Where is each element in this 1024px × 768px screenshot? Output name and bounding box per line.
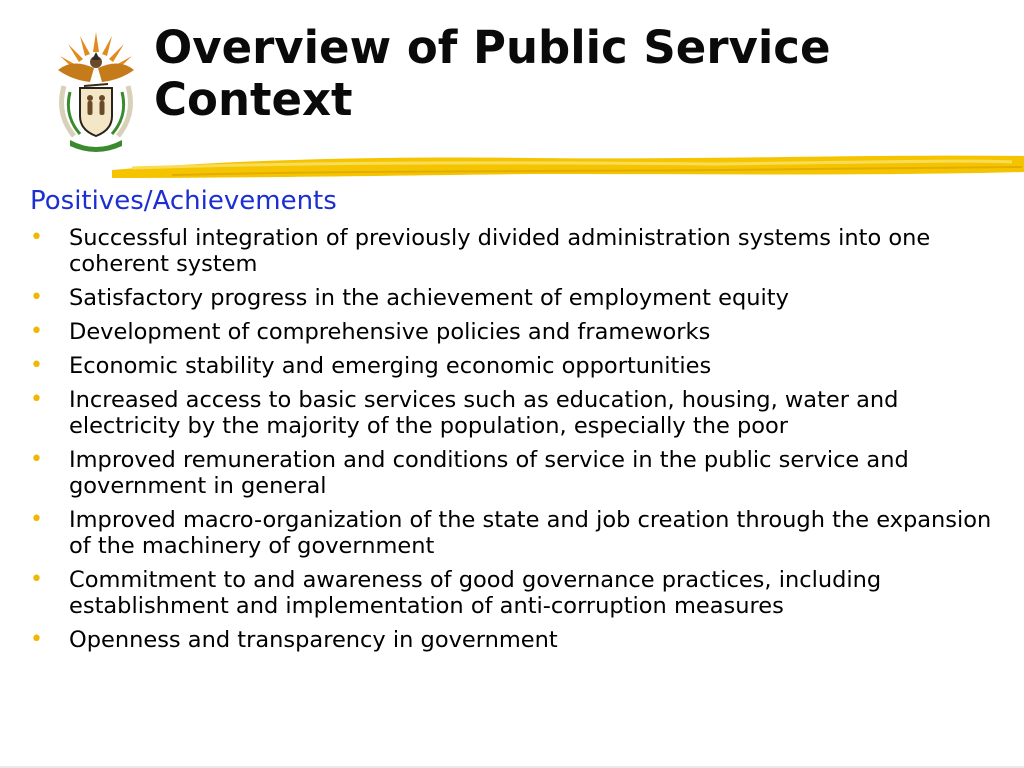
bullet-text: Improved remuneration and conditions of service in the public service and government in general <box>69 447 909 499</box>
slide-title <box>154 22 1014 126</box>
bullet-list <box>30 225 1015 661</box>
section-heading: Positives/Achievements <box>30 186 337 216</box>
list-item <box>30 447 1015 499</box>
list-item <box>30 225 1015 277</box>
list-item <box>30 285 1015 311</box>
title-line-2: Context <box>154 73 353 126</box>
bullet-text: Successful integration of previously divided administration systems into one coherent system <box>69 225 931 277</box>
bullet-icon: • <box>30 627 43 652</box>
bullet-icon: • <box>30 285 43 310</box>
bullet-text: Openness and transparency in government <box>69 627 558 653</box>
bullet-text: Commitment to and awareness of good governance practices, including establishment and implementation of anti-corruption measures <box>69 567 882 619</box>
bullet-icon: • <box>30 507 43 532</box>
list-item <box>30 353 1015 379</box>
bullet-text: Development of comprehensive policies and frameworks <box>69 319 711 345</box>
bullet-icon: • <box>30 387 43 412</box>
title-line-1: Overview of Public Service <box>154 21 831 74</box>
bullet-icon: • <box>30 353 43 378</box>
bullet-text: Improved macro-organization of the state and job creation through the expansion of the machinery of government <box>69 507 992 559</box>
bullet-icon: • <box>30 447 43 472</box>
bullet-text: Economic stability and emerging economic opportunities <box>69 353 712 379</box>
coat-of-arms-icon <box>50 30 142 155</box>
bullet-icon: • <box>30 567 43 592</box>
list-item <box>30 507 1015 559</box>
bullet-text: Satisfactory progress in the achievement of employment equity <box>69 285 789 311</box>
bullet-text: Increased access to basic services such as education, housing, water and electricity by the majority of the population, especially the poor <box>69 387 899 439</box>
list-item <box>30 627 1015 653</box>
list-item <box>30 567 1015 619</box>
list-item <box>30 319 1015 345</box>
bullet-icon: • <box>30 319 43 344</box>
bullet-icon: • <box>30 225 43 250</box>
yellow-brush-stroke <box>112 148 1024 184</box>
list-item <box>30 387 1015 439</box>
